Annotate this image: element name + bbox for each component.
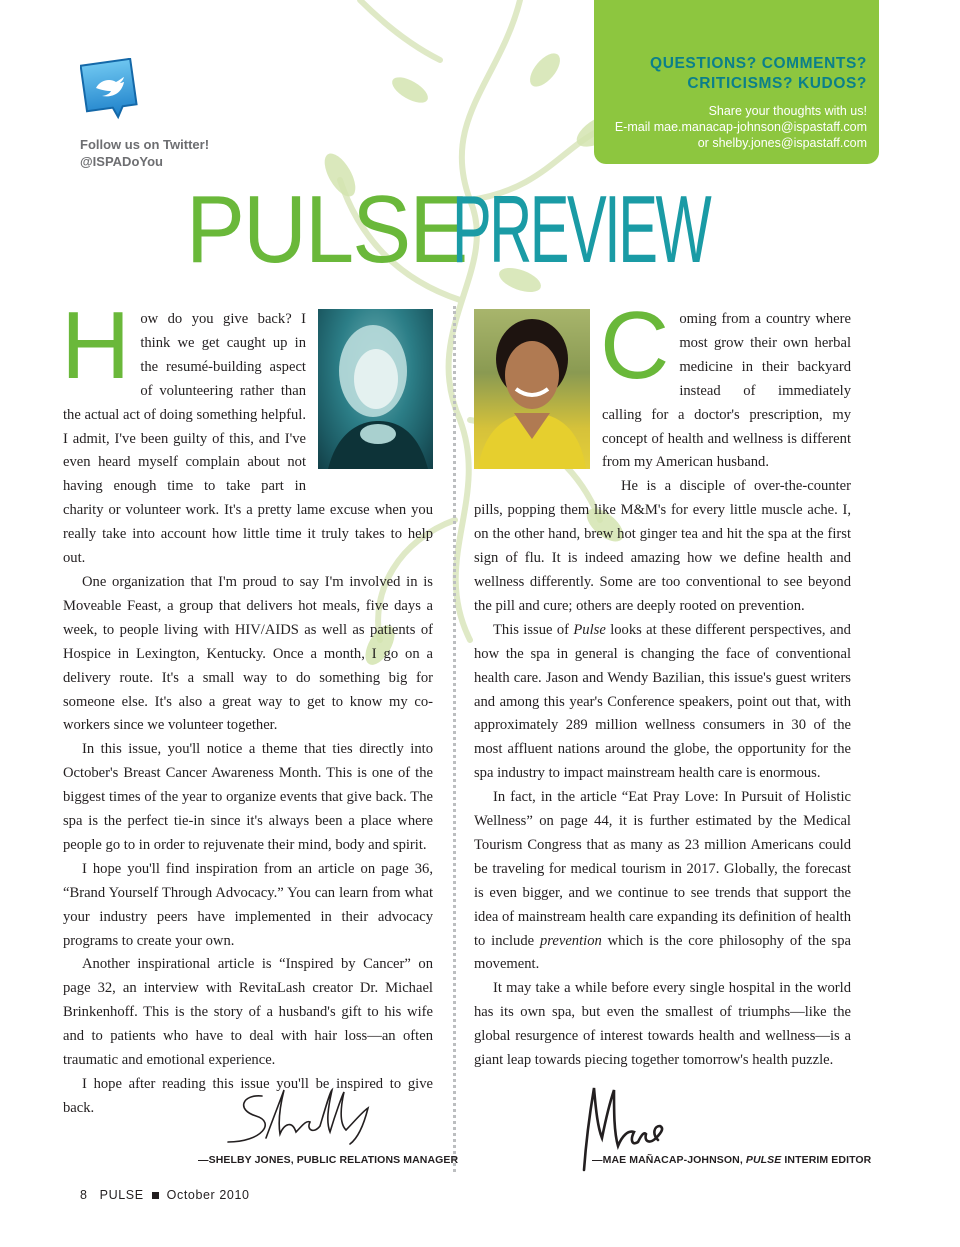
right-p3-italic: Pulse [573, 621, 606, 638]
mae-signature-title: INTERIM EDITOR [781, 1154, 872, 1166]
footer-separator-square [152, 1192, 159, 1199]
feedback-box [594, 0, 879, 164]
right-p4-part-a: In fact, in the article “Eat Pray Love: In Pursuit of Holistic Wellness” on page 44, it is further estimated by the Medical Tourism Congress that as many as 23 million Americans could be traveling for medical tourism in 2017. Globally, the forecast is even bigger, and we continue to see trends that support the idea of mainstream health care expanding its definition of health to include [474, 789, 851, 949]
feedback-email-2[interactable]: or shelby.jones@ispastaff.com [697, 136, 867, 150]
feedback-body [604, 103, 867, 151]
feedback-heading [604, 54, 867, 94]
feedback-email-1[interactable]: E-mail mae.manacap-johnson@ispastaff.com [614, 120, 867, 134]
title-pulse: PULSE [186, 176, 467, 283]
shelby-handwritten-signature [222, 1076, 392, 1148]
left-paragraph-3: In this issue, you'll notice a theme that ties directly into October's Breast Cancer Awareness Month. This is one of the biggest times of the year to organize events that give back. The spa is the perfect tie-in since it's always been a place where people go to in order to rejuvenate their mind, body and spirit. [63, 741, 433, 853]
left-column-article [61, 292, 433, 1121]
twitter-follow-text [80, 136, 209, 170]
right-paragraph-4 [474, 786, 851, 977]
feedback-heading-line-1: QUESTIONS? COMMENTS? [650, 55, 867, 72]
footer-issue: October 2010 [166, 1188, 250, 1202]
page-title [186, 176, 710, 283]
mae-signature-line [592, 1154, 871, 1166]
right-p4-part-b: which is the core philosophy of the spa movement. [474, 932, 851, 973]
title-preview: PREVIEW [452, 176, 710, 283]
twitter-handle[interactable]: @ISPADoYou [80, 154, 163, 169]
right-paragraph-2: He is a disciple of over-the-counter pills, popping them like M&M's for every little muscle ache. I, on the other hand, brew hot ginger tea and hit the spa at the first sign of flu. It is indeed amazing how we define health and wellness differently. Some are too conventional to see beyond the pill and cure; others are deeply rooted on prevention. [474, 478, 851, 614]
right-p3-part-b: looks at these different perspectives, and how the spa in general is changing the face of conventional health care. Jason and Wendy Bazilian, this issue's guest writers and among this year's Conference speakers, point out that, with approximately 289 million wellness consumers in 30 of the most affluent nations around the globe, the opportunity for the spa industry to impact mainstream health care is enormous. [474, 621, 851, 782]
right-paragraph-1-text: oming from a country where most grow their own herbal medicine in their backyard instead of immediately calling for a doctor's prescription, my concept of health and wellness is different from my American husband. [602, 311, 851, 471]
right-p3-part-a: This issue of [493, 621, 574, 638]
shelby-signature-line: —SHELBY JONES, PUBLIC RELATIONS MANAGER [198, 1154, 459, 1166]
feedback-invite: Share your thoughts with us! [708, 104, 867, 118]
feedback-heading-line-2: CRITICISMS? KUDOS? [687, 75, 867, 92]
right-paragraph-3 [474, 619, 851, 786]
column-divider [453, 306, 456, 1172]
left-paragraph-5: Another inspirational article is “Inspired by Cancer” on page 32, an interview with RevitaLash creator Dr. Michael Brinkenhoff. This is the story of a husband's gift to his wife and to patients who have to deal with hair loss—an often traumatic and emotional experience. [63, 956, 433, 1069]
mae-signature-name: —MAE MAÑACAP-JOHNSON, [592, 1154, 746, 1166]
left-paragraph-4: I hope you'll find inspiration from an article on page 36, “Brand Yourself Through Advocacy.” You can learn from what your industry peers have implemented in their advocacy programs to create your own. [63, 860, 433, 949]
left-paragraph-6: I hope after reading this issue you'll be inspired to give back. [63, 1076, 433, 1116]
mae-signature-magazine: PULSE [745, 1154, 782, 1166]
page-footer [80, 1188, 250, 1202]
left-paragraph-2: One organization that I'm proud to say I'm involved in is Moveable Feast, a group that delivers hot meals, five days a week, to people living with HIV/AIDS as well as patients of Hospice in Lexington, Kentucky. Once a month, I go on a delivery route. It's a small way to do something big for someone else. It's also a great way to get to know my co-workers since we volunteer together. [63, 573, 433, 734]
right-p4-italic: prevention [539, 932, 602, 949]
right-paragraph-5: It may take a while before every single hospital in the world has its own spa, but even the smallest of triumphs—like the global resurgence of interest towards health and wellness—is a giant leap towards piecing together tomorrow's health puzzle. [474, 980, 851, 1069]
right-column-article [474, 292, 851, 1073]
footer-magazine: PULSE [99, 1188, 144, 1202]
shelby-jones-photo [318, 309, 433, 469]
right-dropcap: C [600, 292, 670, 399]
twitter-bird-icon[interactable] [80, 58, 138, 120]
left-dropcap: H [61, 292, 131, 399]
left-paragraph-1-text: ow do you give back? I think we get caught up in the resumé-building aspect of volunteering rather than the actual act of doing something helpful. I admit, I've been guilty of this, and I've even heard myself complain about not having enough time to take part in charity or volunteer work. It's a pretty lame excuse when you really take into account how little time it truly takes to help out. [63, 311, 433, 567]
mae-manacap-johnson-photo [474, 309, 590, 469]
page-number: 8 [80, 1188, 88, 1202]
twitter-follow-line: Follow us on Twitter! [80, 137, 210, 152]
